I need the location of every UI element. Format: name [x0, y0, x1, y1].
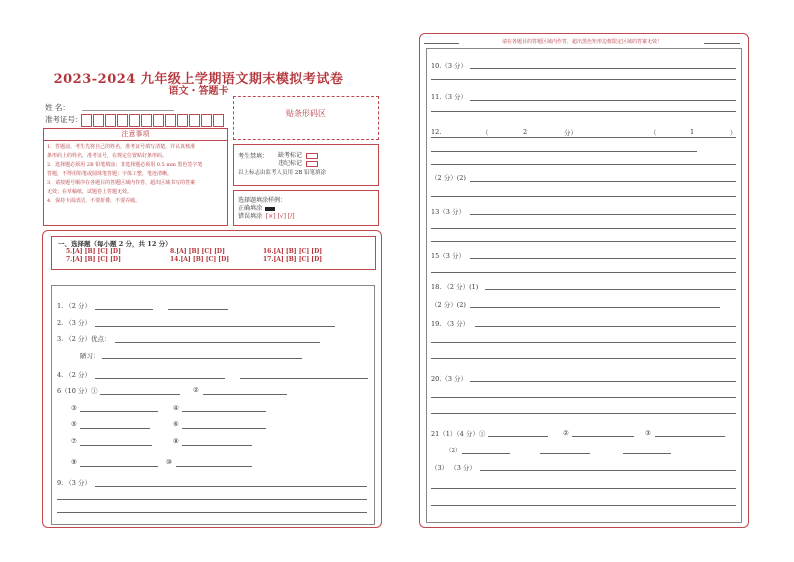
answer-line[interactable]	[57, 499, 367, 500]
question-12: 12.	[431, 128, 442, 136]
question-11: 11.（3 分）	[431, 93, 468, 101]
correct-fill-label: 正确填涂	[238, 205, 263, 212]
ticket-cell[interactable]	[129, 114, 140, 127]
answer-line[interactable]	[176, 466, 252, 467]
short-answer-frame	[51, 285, 375, 525]
question-4: 4. （2 分）	[57, 371, 91, 379]
question-21-3: ③	[645, 429, 651, 437]
ticket-cell[interactable]	[105, 114, 116, 127]
answer-line[interactable]	[431, 488, 736, 489]
answer-line[interactable]	[203, 394, 287, 395]
answer-line[interactable]	[182, 428, 266, 429]
mc-option-row[interactable]: 16.[A] [B] [C] [D]	[263, 248, 323, 255]
question-21: 21（1）（4 分）①	[431, 430, 486, 438]
question-21-part-2: （2）	[446, 448, 461, 454]
fill-sample-box	[233, 190, 379, 226]
barcode-area	[233, 96, 379, 140]
answer-line[interactable]	[431, 196, 736, 197]
exam-flags-label: 考生禁填：	[238, 153, 269, 160]
answer-line[interactable]	[168, 309, 228, 310]
answer-line[interactable]	[100, 394, 180, 395]
answer-line[interactable]	[431, 151, 697, 152]
answer-line[interactable]	[80, 466, 158, 467]
answer-line[interactable]	[80, 445, 152, 446]
question-6-8: ⑧	[173, 437, 179, 445]
question-3: 3. （2 分）优点：	[57, 335, 111, 343]
answer-line[interactable]	[480, 470, 736, 471]
answer-line[interactable]	[470, 381, 736, 382]
answer-line[interactable]	[623, 453, 671, 454]
answer-line[interactable]	[431, 228, 736, 229]
answer-line[interactable]	[431, 137, 736, 138]
wrong-fill-row	[238, 211, 295, 220]
mc-option-row[interactable]: 5.[A] [B] [C] [D]	[66, 248, 121, 255]
multiple-choice-box	[51, 236, 376, 270]
ticket-cell[interactable]	[117, 114, 128, 127]
question-6-2: ②	[193, 386, 199, 394]
answer-line[interactable]	[462, 453, 510, 454]
exam-flags-box	[233, 144, 379, 186]
answer-line[interactable]	[182, 445, 252, 446]
violation-label: 违纪标记	[278, 160, 303, 167]
right-panel-notice: 请在各题目的答题区域内作答，超出黑色矩形边框限定区域的答案无效！	[501, 39, 662, 45]
ticket-cell[interactable]	[153, 114, 164, 127]
question-6-4: ④	[173, 404, 179, 412]
answer-line[interactable]	[115, 342, 320, 343]
answer-line[interactable]	[95, 326, 335, 327]
wrong-fill-label: 错误填涂	[238, 213, 263, 220]
answer-line[interactable]	[431, 505, 736, 506]
ticket-cell[interactable]	[81, 114, 92, 127]
mc-option-row[interactable]: 7.[A] [B] [C] [D]	[66, 256, 121, 263]
answer-line[interactable]	[485, 289, 736, 290]
question-6-5: ⑤	[71, 420, 77, 428]
question-1: 1. （2 分）	[57, 302, 91, 310]
answer-line[interactable]	[470, 68, 736, 69]
answer-line[interactable]	[470, 214, 736, 215]
correct-fill-sample	[265, 207, 275, 211]
name-label: 姓 名：	[45, 103, 70, 112]
answer-line[interactable]	[240, 378, 368, 379]
question-13: 13（3 分）	[431, 208, 465, 216]
page-subtitle: 语文・答题卡	[168, 86, 229, 97]
question-12-paren: （	[482, 129, 489, 137]
answer-line[interactable]	[431, 358, 736, 359]
ticket-cell[interactable]	[165, 114, 176, 127]
answer-line[interactable]	[95, 309, 153, 310]
notes-heading: 注意事项	[44, 129, 227, 141]
question-12-paren-close: ）	[730, 129, 737, 137]
answer-line[interactable]	[470, 307, 720, 308]
question-12-2: （2 分）(2)	[431, 174, 466, 182]
note-line: 答题，不得用铅笔或圆珠笔答题；字体工整，笔迹清晰。	[47, 171, 173, 177]
question-6: 6（10 分）①	[57, 387, 98, 395]
answer-line[interactable]	[95, 486, 367, 487]
answer-line[interactable]	[95, 378, 225, 379]
violation-mark-row[interactable]	[278, 158, 318, 167]
question-6-10: ⑩	[166, 458, 172, 466]
question-6-6: ⑥	[173, 420, 179, 428]
ticket-cell[interactable]	[213, 114, 224, 127]
answer-line[interactable]	[102, 358, 302, 359]
answer-line[interactable]	[470, 258, 736, 259]
question-6-9: ⑨	[71, 458, 77, 466]
ticket-cell[interactable]	[93, 114, 104, 127]
answer-line[interactable]	[431, 272, 736, 273]
mc-option-row[interactable]: 8.[A] [B] [C] [D]	[170, 248, 225, 255]
exam-flags-instruction: 以上标志由监考人员用 2B 铅笔填涂	[238, 170, 327, 176]
answer-line[interactable]	[80, 411, 158, 412]
answer-line[interactable]	[431, 342, 736, 343]
notice-rule	[424, 43, 459, 44]
ticket-cell[interactable]	[141, 114, 152, 127]
question-20: 20.（3 分）	[431, 375, 468, 383]
question-21-part-3: （3） （3 分）	[431, 464, 476, 472]
question-18-2: （2 分）(2)	[431, 301, 466, 309]
answer-line[interactable]	[431, 397, 736, 398]
answer-line[interactable]	[431, 413, 736, 414]
ticket-cell[interactable]	[201, 114, 212, 127]
note-line: 4．保持卡面清洁，不要折叠，不要弄破。	[47, 198, 141, 204]
question-12-sub: 1	[690, 128, 695, 136]
answer-line[interactable]	[655, 436, 725, 437]
multiple-choice-heading: 一、选择题（每小题 2 分，共 12 分）	[58, 240, 172, 248]
answer-line[interactable]	[80, 428, 150, 429]
note-line: 2．选择题必须用 2B 铅笔填涂；非选择题必须用 0.5 mm 黑色签字笔	[47, 162, 203, 168]
note-line: 3．请按题号顺序在各题目的答题区域内作答，超出区域书写的答案	[47, 180, 196, 186]
question-6-7: ⑦	[71, 437, 77, 445]
answer-line[interactable]	[182, 411, 266, 412]
question-18: 18. （2 分）(1)	[431, 283, 479, 291]
question-3b-label: 陋习：	[80, 352, 100, 360]
answer-line[interactable]	[475, 326, 736, 327]
answer-line[interactable]	[431, 111, 736, 112]
violation-checkbox[interactable]	[306, 161, 318, 167]
question-15: 15（3 分）	[431, 252, 465, 260]
answer-line[interactable]	[540, 453, 590, 454]
note-line: 1．答题前，考生先将自己的姓名，准考证号填写清楚，并认真核准	[47, 144, 196, 150]
answer-line[interactable]	[57, 512, 367, 513]
name-field[interactable]	[82, 102, 174, 111]
mc-option-row[interactable]: 14.[A] [B] [C] [D]	[170, 256, 230, 263]
absent-label: 缺考标记	[278, 152, 303, 159]
question-2: 2. （3 分）	[57, 319, 91, 327]
answer-line[interactable]	[431, 79, 736, 80]
answer-line[interactable]	[470, 181, 736, 182]
page-title: 2023-2024 九年级上学期语文期末模拟考试卷	[53, 72, 344, 87]
question-10: 10.（3 分）	[431, 62, 468, 70]
question-12-paren-2: （	[650, 129, 657, 137]
question-9: 9. （3 分）	[57, 479, 91, 487]
notes-box	[43, 128, 228, 226]
wrong-fill-marks: [×] [√] [/]	[265, 213, 295, 220]
question-12-unit: 分）	[564, 129, 577, 137]
answer-line[interactable]	[470, 100, 736, 101]
answer-line[interactable]	[431, 241, 736, 242]
ticket-cell[interactable]	[189, 114, 200, 127]
notice-rule	[704, 43, 740, 44]
answer-line[interactable]	[488, 436, 548, 437]
ticket-cell[interactable]	[177, 114, 188, 127]
question-19: 19. （3 分）	[431, 320, 470, 328]
question-12-points: 2	[523, 128, 528, 136]
barcode-label: 贴条形码区	[286, 109, 326, 118]
answer-line[interactable]	[431, 164, 736, 165]
ticket-label: 准考证号：	[45, 115, 83, 124]
answer-line[interactable]	[572, 436, 634, 437]
note-line: 无效；在草稿纸，试题卷上答题无效。	[47, 189, 133, 195]
question-21-2: ②	[563, 429, 569, 437]
fill-sample-heading: 选择题填涂样例：	[238, 197, 287, 204]
note-line: 条形码上的姓名，准考证号，在规定位置贴好条形码。	[47, 153, 168, 159]
question-6-3: ③	[71, 404, 77, 412]
mc-option-row[interactable]: 17.[A] [B] [C] [D]	[263, 256, 323, 263]
